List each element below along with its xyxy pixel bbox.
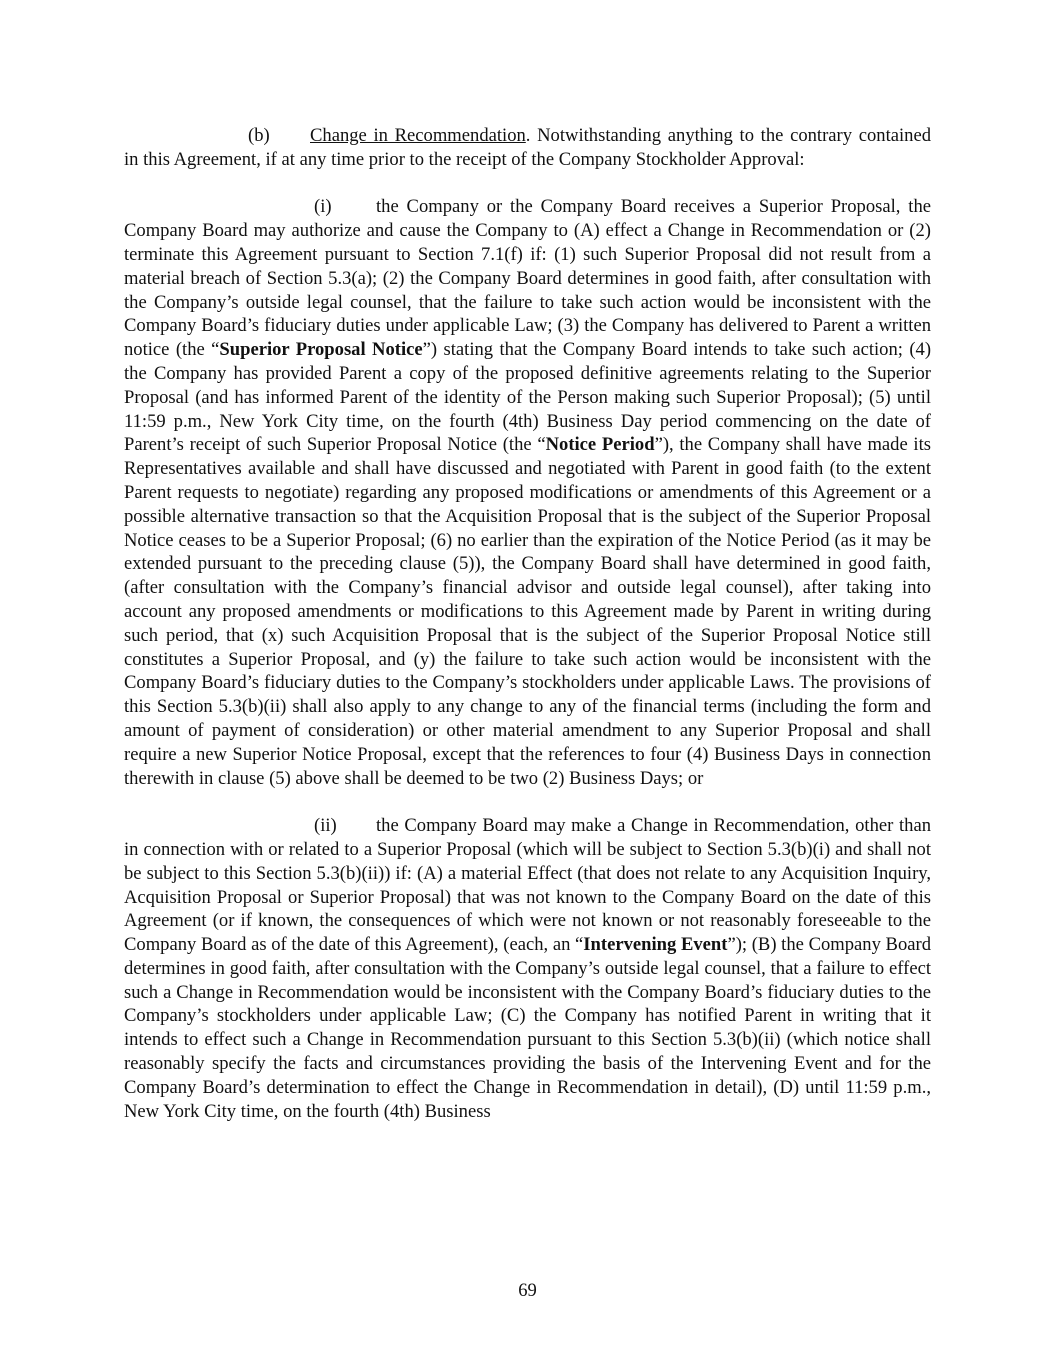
clause-i-text-part-3: ”), the Company shall have made its Representatives available and shall have discussed and negotiated with Parent in good faith (to the extent Parent requests to negotiate) regarding any proposed modifications or amendments of this Agreement or a possible alternative transaction so that the Acquisition Proposal that is the subject of the Superior Proposal Notice ceases to be a Superior Proposal; (6) no earlier than the expiration of the Notice Period (as it may be extended pursuant to the preceding clause (5)), the Company Board shall have determined in good faith, (after consultation with the Company’s financial advisor and outside legal counsel), after taking into account any proposed amendments or modifications to this Agreement made by Parent in writing during such period, that (x) such Acquisition Proposal that is the subject of the Superior Proposal Notice still constitutes a Superior Proposal, and (y) the failure to take such action would be inconsistent with the Company Board’s fiduciary duties to the Company’s stockholders under applicable Laws. The provisions of this Section 5.3(b)(ii) shall also apply to any change to any of the financial terms (including the form and amount of payment of consideration) or other material amendment to any Superior Proposal and shall require a new Superior Notice Proposal, except that the references to four (4) Business Days in connection therewith in clause (5) above shall be deemed to be two (2) Business Days; or — [124, 434, 931, 789]
clause-ii-text-part-2: ”); (B) the Company Board determines in good faith, after consultation with the Company’s outside legal counsel, that a failure to effect such a Change in Recommendation would be inconsistent with the Company Board’s fiduciary duties to the Company’s stockholders under applicable Law; (C) the Company has notified Parent in writing that it intends to effect such a Change in Recommendation pursuant to this Section 5.3(b)(ii) (which notice shall reasonably specify the facts and circumstances providing the basis of the Intervening Event and for the Company Board’s determination to effect the Change in Recommendation in detail), (D) until 11:59 p.m., New York City time, on the fourth (4th) Business — [124, 934, 931, 1122]
section-b-label: (b) — [248, 125, 270, 146]
defined-term-superior-proposal-notice: Superior Proposal Notice — [219, 339, 423, 361]
defined-term-notice-period: Notice Period — [545, 434, 655, 456]
page-number: 69 — [518, 1280, 537, 1301]
section-b-intro-text: . Notwithstanding anything to the contrary contained in this Agreement, if at any time prior to the receipt of the Company Stockholder Approval: — [124, 125, 931, 170]
paragraph-clause-i — [124, 195, 931, 790]
clause-i-text-part-1: the Company or the Company Board receives a Superior Proposal, the Company Board may authorize and cause the Company to (A) effect a Change in Recommendation or (2) terminate this Agreement pursuant to Section 7.1(f) if: (1) such Superior Proposal did not result from a material breach of Section 5.3(a); (2) the Company Board determines in good faith, after consultation with the Company’s outside legal counsel, that the failure to take such action would be inconsistent with the Company Board’s fiduciary duties under applicable Law; (3) the Company has delivered to Parent a written notice (the “ — [124, 196, 931, 361]
clause-i-text-part-2: ”) stating that the Company Board intends to take such action; (4) the Company has provided Parent a copy of the proposed definitive agreements relating to the Superior Proposal (and has informed Parent of the identity of the Person making such Superior Proposal); (5) until 11:59 p.m., New York City time, on the fourth (4th) Business Day period commencing on the date of Parent’s receipt of such Superior Proposal Notice (the “ — [124, 339, 932, 456]
section-b-heading: Change in Recommendation — [310, 125, 526, 146]
paragraph-section-b — [124, 124, 931, 172]
clause-ii-label: (ii) — [314, 815, 337, 837]
defined-term-intervening-event: Intervening Event — [583, 934, 728, 956]
paragraph-clause-ii — [124, 814, 931, 1123]
clause-i-label: (i) — [314, 196, 332, 218]
document-body — [124, 124, 931, 1147]
clause-ii-text-part-1: the Company Board may make a Change in Recommendation, other than in connection with or related to a Superior Proposal (which will be subject to Section 5.3(b)(i) and shall not be subject to this Section 5.3(b)(ii)) if: (A) a material Effect (that does not relate to any Acquisition Inquiry, Acquisition Proposal or Superior Proposal) that was not known to the Company Board on the date of this Agreement (or if known, the consequences of which were not known or not reasonably foreseeable to the Company Board as of the date of this Agreement), (each, an “ — [124, 815, 931, 956]
